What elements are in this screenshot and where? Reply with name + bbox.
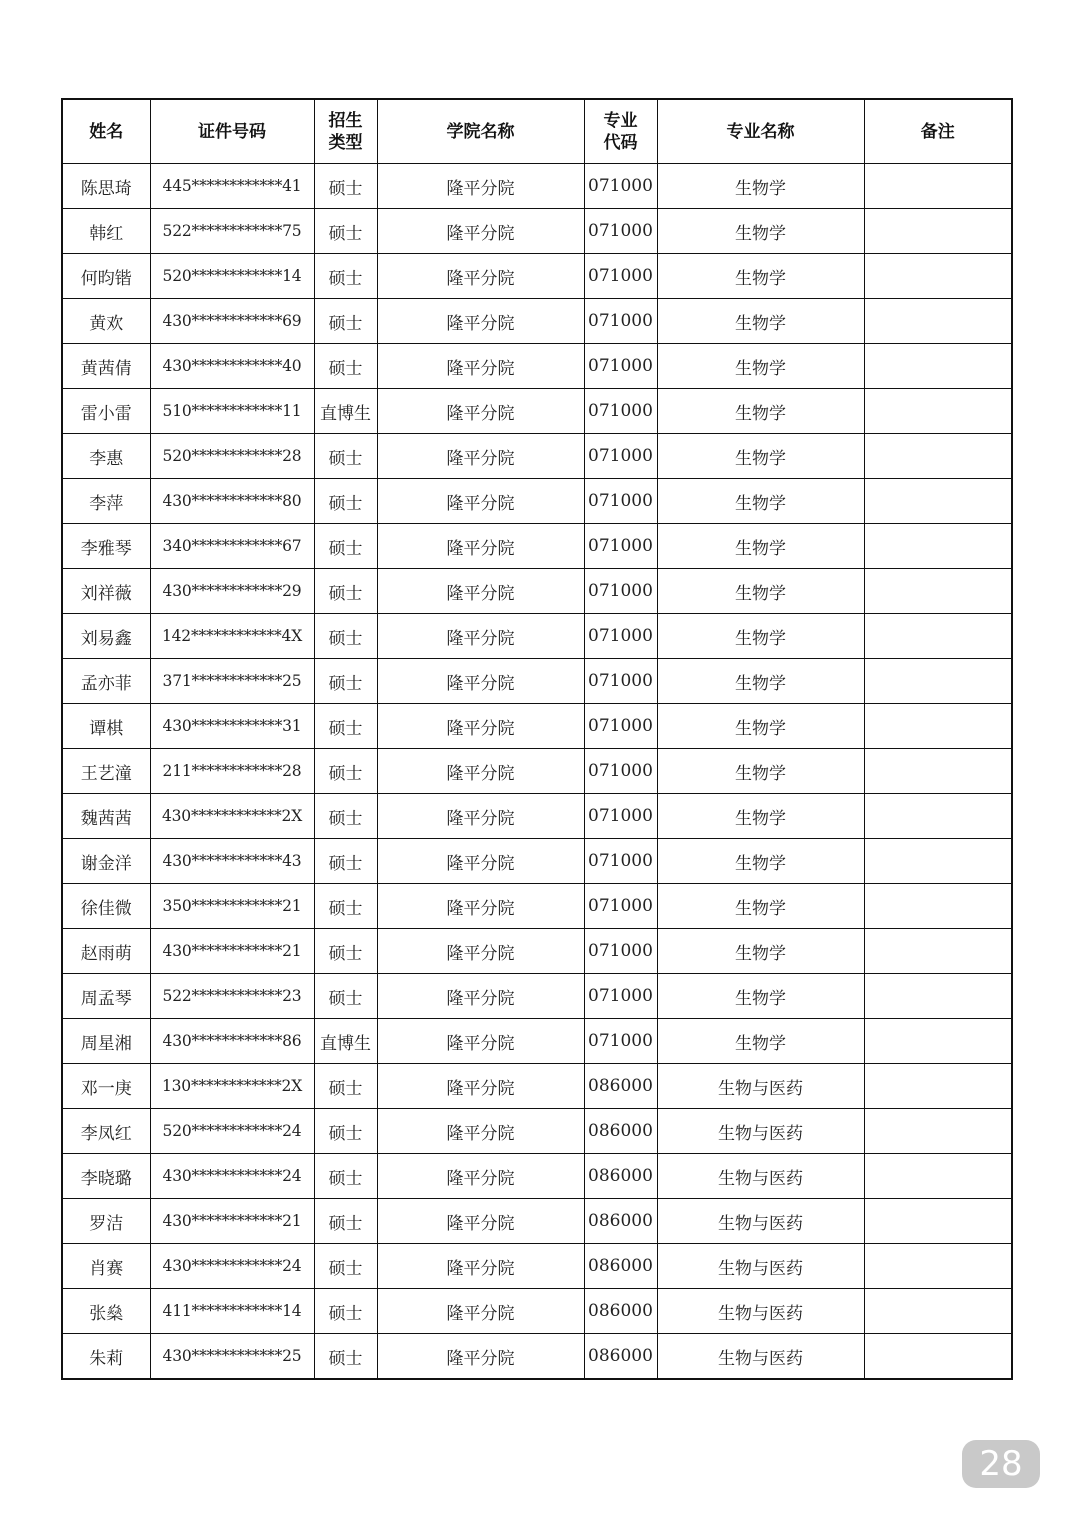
- cell-enroll-type: 硕士: [314, 659, 377, 704]
- cell-major-name: 生物学: [657, 479, 864, 524]
- cell-id-number: 430************80: [150, 479, 314, 524]
- cell-enroll-type: 硕士: [314, 704, 377, 749]
- table-row: [62, 614, 1012, 659]
- cell-enroll-type: 硕士: [314, 254, 377, 299]
- cell-major-name: 生物学: [657, 434, 864, 479]
- cell-major-name: 生物与医药: [657, 1334, 864, 1380]
- header-remarks: 备注: [864, 99, 1012, 164]
- header-row: [62, 99, 1012, 164]
- cell-remarks: [864, 659, 1012, 704]
- cell-remarks: [864, 569, 1012, 614]
- cell-remarks: [864, 434, 1012, 479]
- cell-college: 隆平分院: [377, 209, 584, 254]
- cell-college: 隆平分院: [377, 929, 584, 974]
- cell-major-code: 071000: [584, 704, 657, 749]
- cell-remarks: [864, 974, 1012, 1019]
- cell-major-name: 生物学: [657, 344, 864, 389]
- cell-college: 隆平分院: [377, 839, 584, 884]
- cell-college: 隆平分院: [377, 1334, 584, 1380]
- cell-major-name: 生物学: [657, 389, 864, 434]
- table-row: [62, 884, 1012, 929]
- cell-name: 谭棋: [62, 704, 150, 749]
- page-number-badge: 28: [962, 1440, 1040, 1488]
- cell-id-number: 430************29: [150, 569, 314, 614]
- cell-remarks: [864, 704, 1012, 749]
- table-row: [62, 524, 1012, 569]
- cell-college: 隆平分院: [377, 479, 584, 524]
- cell-college: 隆平分院: [377, 704, 584, 749]
- cell-name: 魏茜茜: [62, 794, 150, 839]
- cell-remarks: [864, 209, 1012, 254]
- cell-remarks: [864, 344, 1012, 389]
- cell-college: 隆平分院: [377, 1064, 584, 1109]
- cell-name: 陈思琦: [62, 164, 150, 209]
- cell-remarks: [864, 794, 1012, 839]
- cell-major-code: 086000: [584, 1154, 657, 1199]
- cell-major-name: 生物学: [657, 524, 864, 569]
- cell-id-number: 340************67: [150, 524, 314, 569]
- cell-enroll-type: 硕士: [314, 1199, 377, 1244]
- cell-enroll-type: 硕士: [314, 974, 377, 1019]
- table-row: [62, 389, 1012, 434]
- cell-college: 隆平分院: [377, 254, 584, 299]
- cell-enroll-type: 硕士: [314, 434, 377, 479]
- cell-remarks: [864, 1199, 1012, 1244]
- cell-enroll-type: 硕士: [314, 839, 377, 884]
- cell-major-name: 生物学: [657, 569, 864, 614]
- cell-college: 隆平分院: [377, 569, 584, 614]
- admission-list-table: [61, 98, 1013, 1380]
- cell-id-number: 522************75: [150, 209, 314, 254]
- header-major-name: 专业名称: [657, 99, 864, 164]
- cell-college: 隆平分院: [377, 974, 584, 1019]
- cell-remarks: [864, 884, 1012, 929]
- table-row: [62, 704, 1012, 749]
- cell-major-code: 086000: [584, 1109, 657, 1154]
- cell-remarks: [864, 929, 1012, 974]
- cell-major-name: 生物学: [657, 794, 864, 839]
- table-row: [62, 569, 1012, 614]
- cell-enroll-type: 硕士: [314, 569, 377, 614]
- cell-name: 李雅琴: [62, 524, 150, 569]
- cell-college: 隆平分院: [377, 164, 584, 209]
- cell-major-code: 071000: [584, 839, 657, 884]
- table-row: [62, 434, 1012, 479]
- cell-id-number: 430************25: [150, 1334, 314, 1380]
- cell-major-name: 生物学: [657, 839, 864, 884]
- cell-enroll-type: 硕士: [314, 884, 377, 929]
- table-row: [62, 839, 1012, 884]
- cell-major-code: 071000: [584, 209, 657, 254]
- cell-college: 隆平分院: [377, 659, 584, 704]
- cell-id-number: 520************14: [150, 254, 314, 299]
- cell-name: 罗洁: [62, 1199, 150, 1244]
- table-row: [62, 974, 1012, 1019]
- cell-name: 李惠: [62, 434, 150, 479]
- cell-major-code: 071000: [584, 929, 657, 974]
- cell-major-code: 071000: [584, 974, 657, 1019]
- cell-college: 隆平分院: [377, 884, 584, 929]
- cell-college: 隆平分院: [377, 794, 584, 839]
- header-id-number: 证件号码: [150, 99, 314, 164]
- cell-major-name: 生物学: [657, 749, 864, 794]
- cell-enroll-type: 硕士: [314, 209, 377, 254]
- cell-remarks: [864, 299, 1012, 344]
- cell-id-number: 430************24: [150, 1244, 314, 1289]
- cell-major-code: 086000: [584, 1064, 657, 1109]
- cell-id-number: 430************31: [150, 704, 314, 749]
- table-row: [62, 254, 1012, 299]
- table-row: [62, 749, 1012, 794]
- table-body: [62, 164, 1012, 1380]
- cell-enroll-type: 硕士: [314, 1154, 377, 1199]
- table-row: [62, 344, 1012, 389]
- cell-major-code: 071000: [584, 479, 657, 524]
- cell-name: 何昀锴: [62, 254, 150, 299]
- cell-major-name: 生物与医药: [657, 1109, 864, 1154]
- cell-id-number: 430************2X: [150, 794, 314, 839]
- cell-major-code: 071000: [584, 344, 657, 389]
- cell-enroll-type: 硕士: [314, 794, 377, 839]
- header-enroll-type-label: 招生类型: [328, 110, 363, 153]
- cell-name: 黄茜倩: [62, 344, 150, 389]
- cell-enroll-type: 硕士: [314, 1244, 377, 1289]
- cell-name: 李萍: [62, 479, 150, 524]
- cell-remarks: [864, 164, 1012, 209]
- cell-id-number: 445************41: [150, 164, 314, 209]
- cell-college: 隆平分院: [377, 749, 584, 794]
- cell-id-number: 371************25: [150, 659, 314, 704]
- cell-college: 隆平分院: [377, 389, 584, 434]
- cell-major-code: 071000: [584, 389, 657, 434]
- table-row: [62, 1199, 1012, 1244]
- cell-major-name: 生物学: [657, 974, 864, 1019]
- cell-college: 隆平分院: [377, 614, 584, 659]
- cell-id-number: 211************28: [150, 749, 314, 794]
- table-header: [62, 99, 1012, 164]
- table-row: [62, 659, 1012, 704]
- cell-enroll-type: 硕士: [314, 614, 377, 659]
- cell-id-number: 130************2X: [150, 1064, 314, 1109]
- cell-id-number: 142************4X: [150, 614, 314, 659]
- cell-major-code: 071000: [584, 434, 657, 479]
- cell-remarks: [864, 614, 1012, 659]
- cell-remarks: [864, 1109, 1012, 1154]
- cell-college: 隆平分院: [377, 434, 584, 479]
- cell-name: 刘易鑫: [62, 614, 150, 659]
- header-enroll-type: [314, 99, 377, 164]
- cell-major-code: 071000: [584, 524, 657, 569]
- header-major-code-label: 专业代码: [603, 110, 638, 153]
- cell-name: 徐佳微: [62, 884, 150, 929]
- cell-remarks: [864, 1154, 1012, 1199]
- cell-major-name: 生物学: [657, 164, 864, 209]
- cell-major-name: 生物与医药: [657, 1154, 864, 1199]
- cell-name: 周星湘: [62, 1019, 150, 1064]
- cell-remarks: [864, 1019, 1012, 1064]
- cell-name: 朱莉: [62, 1334, 150, 1380]
- cell-major-name: 生物与医药: [657, 1244, 864, 1289]
- cell-name: 孟亦菲: [62, 659, 150, 704]
- cell-remarks: [864, 1064, 1012, 1109]
- cell-college: 隆平分院: [377, 1109, 584, 1154]
- cell-major-name: 生物学: [657, 614, 864, 659]
- cell-enroll-type: 硕士: [314, 1109, 377, 1154]
- cell-id-number: 522************23: [150, 974, 314, 1019]
- cell-major-code: 071000: [584, 1019, 657, 1064]
- cell-major-code: 071000: [584, 884, 657, 929]
- cell-major-name: 生物学: [657, 254, 864, 299]
- cell-college: 隆平分院: [377, 1244, 584, 1289]
- table-row: [62, 1289, 1012, 1334]
- table-row: [62, 209, 1012, 254]
- cell-name: 王艺潼: [62, 749, 150, 794]
- cell-id-number: 430************86: [150, 1019, 314, 1064]
- cell-college: 隆平分院: [377, 524, 584, 569]
- cell-name: 周孟琴: [62, 974, 150, 1019]
- cell-enroll-type: 硕士: [314, 524, 377, 569]
- cell-major-code: 071000: [584, 299, 657, 344]
- cell-major-code: 071000: [584, 749, 657, 794]
- cell-major-name: 生物与医药: [657, 1289, 864, 1334]
- table-row: [62, 479, 1012, 524]
- cell-id-number: 430************43: [150, 839, 314, 884]
- cell-name: 张燊: [62, 1289, 150, 1334]
- cell-enroll-type: 硕士: [314, 1334, 377, 1380]
- cell-remarks: [864, 1244, 1012, 1289]
- cell-enroll-type: 直博生: [314, 1019, 377, 1064]
- cell-name: 雷小雷: [62, 389, 150, 434]
- cell-major-code: 086000: [584, 1334, 657, 1380]
- cell-remarks: [864, 1334, 1012, 1380]
- cell-major-code: 071000: [584, 794, 657, 839]
- cell-college: 隆平分院: [377, 1289, 584, 1334]
- cell-major-name: 生物学: [657, 929, 864, 974]
- cell-college: 隆平分院: [377, 299, 584, 344]
- cell-major-code: 071000: [584, 659, 657, 704]
- header-major-code: [584, 99, 657, 164]
- cell-id-number: 520************28: [150, 434, 314, 479]
- cell-enroll-type: 直博生: [314, 389, 377, 434]
- cell-id-number: 430************24: [150, 1154, 314, 1199]
- table-row: [62, 1019, 1012, 1064]
- cell-enroll-type: 硕士: [314, 164, 377, 209]
- cell-name: 谢金洋: [62, 839, 150, 884]
- cell-name: 李凤红: [62, 1109, 150, 1154]
- cell-enroll-type: 硕士: [314, 929, 377, 974]
- cell-id-number: 430************40: [150, 344, 314, 389]
- cell-remarks: [864, 524, 1012, 569]
- header-college: 学院名称: [377, 99, 584, 164]
- cell-enroll-type: 硕士: [314, 1289, 377, 1334]
- cell-id-number: 430************21: [150, 1199, 314, 1244]
- cell-remarks: [864, 839, 1012, 884]
- table-row: [62, 164, 1012, 209]
- cell-name: 肖赛: [62, 1244, 150, 1289]
- table-row: [62, 299, 1012, 344]
- table-row: [62, 1334, 1012, 1380]
- cell-major-code: 071000: [584, 164, 657, 209]
- cell-major-code: 086000: [584, 1244, 657, 1289]
- cell-enroll-type: 硕士: [314, 749, 377, 794]
- cell-major-name: 生物与医药: [657, 1064, 864, 1109]
- cell-id-number: 411************14: [150, 1289, 314, 1334]
- cell-remarks: [864, 479, 1012, 524]
- cell-college: 隆平分院: [377, 1199, 584, 1244]
- cell-major-code: 086000: [584, 1289, 657, 1334]
- table-row: [62, 794, 1012, 839]
- cell-enroll-type: 硕士: [314, 1064, 377, 1109]
- cell-major-code: 071000: [584, 569, 657, 614]
- table-row: [62, 929, 1012, 974]
- cell-remarks: [864, 254, 1012, 299]
- table-row: [62, 1244, 1012, 1289]
- cell-major-name: 生物与医药: [657, 1199, 864, 1244]
- header-name: 姓名: [62, 99, 150, 164]
- cell-id-number: 510************11: [150, 389, 314, 434]
- cell-id-number: 350************21: [150, 884, 314, 929]
- cell-major-code: 086000: [584, 1199, 657, 1244]
- cell-major-code: 071000: [584, 254, 657, 299]
- cell-name: 刘祥薇: [62, 569, 150, 614]
- cell-remarks: [864, 1289, 1012, 1334]
- cell-enroll-type: 硕士: [314, 479, 377, 524]
- table-row: [62, 1064, 1012, 1109]
- cell-college: 隆平分院: [377, 1019, 584, 1064]
- cell-major-name: 生物学: [657, 884, 864, 929]
- cell-remarks: [864, 749, 1012, 794]
- cell-enroll-type: 硕士: [314, 344, 377, 389]
- cell-name: 韩红: [62, 209, 150, 254]
- cell-remarks: [864, 389, 1012, 434]
- cell-major-name: 生物学: [657, 704, 864, 749]
- cell-name: 邓一庚: [62, 1064, 150, 1109]
- cell-id-number: 520************24: [150, 1109, 314, 1154]
- cell-college: 隆平分院: [377, 344, 584, 389]
- cell-major-name: 生物学: [657, 209, 864, 254]
- cell-name: 黄欢: [62, 299, 150, 344]
- table-row: [62, 1109, 1012, 1154]
- cell-name: 李晓璐: [62, 1154, 150, 1199]
- cell-major-name: 生物学: [657, 299, 864, 344]
- cell-major-name: 生物学: [657, 659, 864, 704]
- cell-name: 赵雨萌: [62, 929, 150, 974]
- cell-id-number: 430************69: [150, 299, 314, 344]
- cell-major-code: 071000: [584, 614, 657, 659]
- cell-college: 隆平分院: [377, 1154, 584, 1199]
- cell-major-name: 生物学: [657, 1019, 864, 1064]
- cell-enroll-type: 硕士: [314, 299, 377, 344]
- table-row: [62, 1154, 1012, 1199]
- cell-id-number: 430************21: [150, 929, 314, 974]
